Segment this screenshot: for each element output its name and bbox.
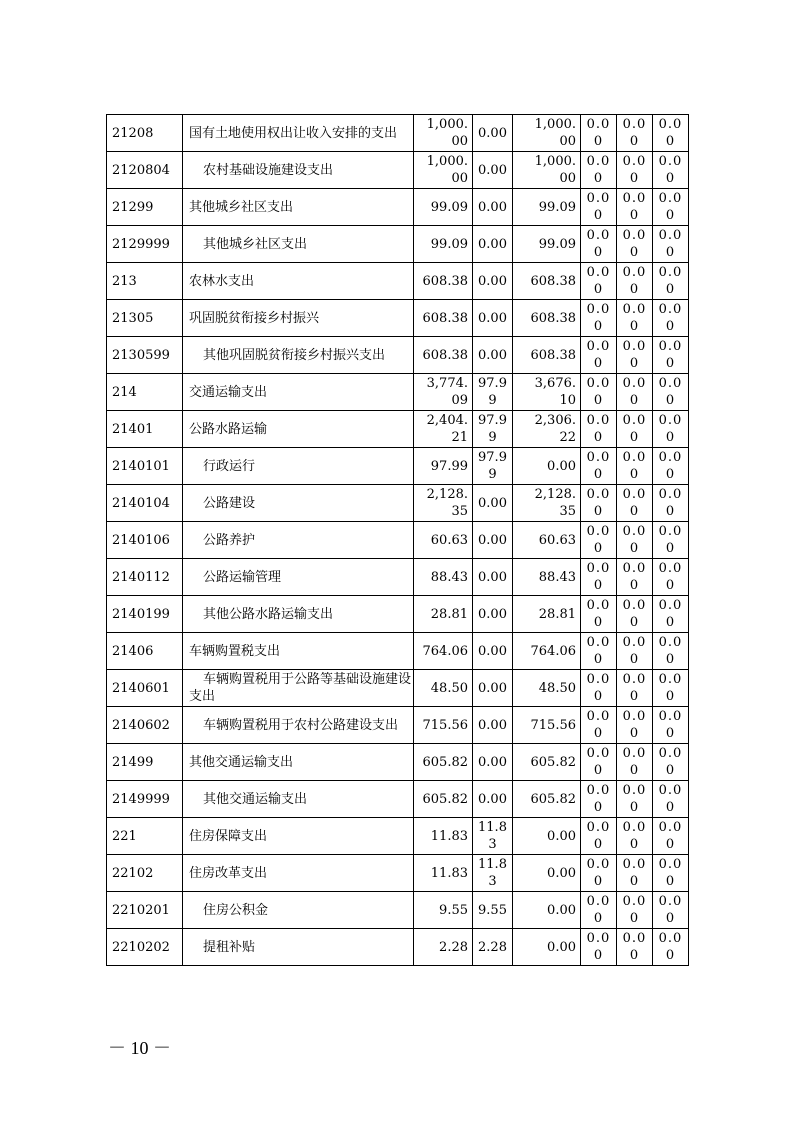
amount-cell: 0.0 0	[581, 781, 617, 818]
table-row	[107, 855, 689, 892]
table-row	[107, 559, 689, 596]
table-row	[107, 633, 689, 670]
total-amount-cell: 60.63	[414, 522, 473, 559]
subject-name-cell: 农村基础设施建设支出	[183, 152, 414, 189]
total-amount-cell: 28.81	[414, 596, 473, 633]
amount-cell: 0.0 0	[653, 300, 689, 337]
basic-expenditure-cell: 0.00	[473, 226, 513, 263]
project-expenditure-cell: 0.00	[513, 929, 581, 966]
project-expenditure-cell: 2,306. 22	[513, 411, 581, 448]
subject-name-cell: 公路运输管理	[183, 559, 414, 596]
table-row	[107, 263, 689, 300]
basic-expenditure-cell: 97.9 9	[473, 411, 513, 448]
amount-cell: 0.0 0	[581, 818, 617, 855]
project-expenditure-cell: 3,676. 10	[513, 374, 581, 411]
subject-code-cell: 214	[107, 374, 183, 411]
amount-cell: 0.0 0	[617, 596, 653, 633]
amount-cell: 0.0 0	[653, 522, 689, 559]
project-expenditure-cell: 88.43	[513, 559, 581, 596]
budget-expenditure-table	[106, 114, 689, 966]
table-row	[107, 411, 689, 448]
basic-expenditure-cell: 0.00	[473, 522, 513, 559]
basic-expenditure-cell: 97.9 9	[473, 448, 513, 485]
project-expenditure-cell: 608.38	[513, 263, 581, 300]
total-amount-cell: 715.56	[414, 707, 473, 744]
table-row	[107, 522, 689, 559]
table-row	[107, 226, 689, 263]
total-amount-cell: 2.28	[414, 929, 473, 966]
subject-name-cell: 农林水支出	[183, 263, 414, 300]
amount-cell: 0.0 0	[653, 263, 689, 300]
amount-cell: 0.0 0	[617, 263, 653, 300]
amount-cell: 0.0 0	[617, 337, 653, 374]
total-amount-cell: 764.06	[414, 633, 473, 670]
page-number: － 10 －	[108, 1038, 171, 1058]
subject-code-cell: 2140601	[107, 670, 183, 707]
basic-expenditure-cell: 11.8 3	[473, 818, 513, 855]
basic-expenditure-cell: 0.00	[473, 781, 513, 818]
subject-code-cell: 2140199	[107, 596, 183, 633]
subject-name-cell: 车辆购置税用于公路等基础设施建设支出	[183, 670, 414, 707]
amount-cell: 0.0 0	[617, 781, 653, 818]
amount-cell: 0.0 0	[581, 892, 617, 929]
subject-name-cell: 国有土地使用权出让收入安排的支出	[183, 115, 414, 152]
total-amount-cell: 608.38	[414, 263, 473, 300]
basic-expenditure-cell: 2.28	[473, 929, 513, 966]
amount-cell: 0.0 0	[653, 633, 689, 670]
amount-cell: 0.0 0	[653, 744, 689, 781]
amount-cell: 0.0 0	[653, 892, 689, 929]
amount-cell: 0.0 0	[617, 633, 653, 670]
subject-name-cell: 提租补贴	[183, 929, 414, 966]
total-amount-cell: 88.43	[414, 559, 473, 596]
project-expenditure-cell: 28.81	[513, 596, 581, 633]
subject-name-cell: 车辆购置税支出	[183, 633, 414, 670]
amount-cell: 0.0 0	[581, 263, 617, 300]
subject-code-cell: 2130599	[107, 337, 183, 374]
subject-name-cell: 车辆购置税用于农村公路建设支出	[183, 707, 414, 744]
project-expenditure-cell: 0.00	[513, 448, 581, 485]
amount-cell: 0.0 0	[653, 189, 689, 226]
basic-expenditure-cell: 0.00	[473, 115, 513, 152]
amount-cell: 0.0 0	[617, 374, 653, 411]
subject-code-cell: 21208	[107, 115, 183, 152]
basic-expenditure-cell: 0.00	[473, 189, 513, 226]
basic-expenditure-cell: 0.00	[473, 300, 513, 337]
project-expenditure-cell: 0.00	[513, 855, 581, 892]
project-expenditure-cell: 99.09	[513, 226, 581, 263]
total-amount-cell: 608.38	[414, 337, 473, 374]
amount-cell: 0.0 0	[617, 670, 653, 707]
basic-expenditure-cell: 0.00	[473, 337, 513, 374]
basic-expenditure-cell: 97.9 9	[473, 374, 513, 411]
table-row	[107, 115, 689, 152]
amount-cell: 0.0 0	[581, 152, 617, 189]
amount-cell: 0.0 0	[653, 448, 689, 485]
table-body	[107, 115, 689, 966]
subject-code-cell: 22102	[107, 855, 183, 892]
subject-name-cell: 其他交通运输支出	[183, 781, 414, 818]
amount-cell: 0.0 0	[617, 818, 653, 855]
subject-name-cell: 其他城乡社区支出	[183, 226, 414, 263]
total-amount-cell: 11.83	[414, 818, 473, 855]
subject-name-cell: 住房改革支出	[183, 855, 414, 892]
amount-cell: 0.0 0	[617, 559, 653, 596]
basic-expenditure-cell: 0.00	[473, 263, 513, 300]
project-expenditure-cell: 1,000. 00	[513, 115, 581, 152]
amount-cell: 0.0 0	[617, 892, 653, 929]
amount-cell: 0.0 0	[617, 189, 653, 226]
amount-cell: 0.0 0	[581, 670, 617, 707]
amount-cell: 0.0 0	[581, 226, 617, 263]
subject-code-cell: 2120804	[107, 152, 183, 189]
basic-expenditure-cell: 0.00	[473, 559, 513, 596]
total-amount-cell: 11.83	[414, 855, 473, 892]
amount-cell: 0.0 0	[653, 115, 689, 152]
table-row	[107, 707, 689, 744]
project-expenditure-cell: 0.00	[513, 892, 581, 929]
total-amount-cell: 608.38	[414, 300, 473, 337]
amount-cell: 0.0 0	[653, 855, 689, 892]
amount-cell: 0.0 0	[653, 374, 689, 411]
amount-cell: 0.0 0	[581, 744, 617, 781]
subject-code-cell: 221	[107, 818, 183, 855]
project-expenditure-cell: 605.82	[513, 744, 581, 781]
basic-expenditure-cell: 0.00	[473, 633, 513, 670]
amount-cell: 0.0 0	[581, 929, 617, 966]
amount-cell: 0.0 0	[653, 559, 689, 596]
basic-expenditure-cell: 0.00	[473, 596, 513, 633]
amount-cell: 0.0 0	[617, 411, 653, 448]
project-expenditure-cell: 764.06	[513, 633, 581, 670]
subject-code-cell: 2129999	[107, 226, 183, 263]
amount-cell: 0.0 0	[581, 448, 617, 485]
subject-name-cell: 其他公路水路运输支出	[183, 596, 414, 633]
amount-cell: 0.0 0	[581, 337, 617, 374]
total-amount-cell: 2,128. 35	[414, 485, 473, 522]
subject-code-cell: 213	[107, 263, 183, 300]
amount-cell: 0.0 0	[617, 929, 653, 966]
subject-code-cell: 21401	[107, 411, 183, 448]
amount-cell: 0.0 0	[581, 596, 617, 633]
table-row	[107, 300, 689, 337]
subject-code-cell: 21499	[107, 744, 183, 781]
total-amount-cell: 2,404. 21	[414, 411, 473, 448]
subject-code-cell: 21406	[107, 633, 183, 670]
amount-cell: 0.0 0	[581, 374, 617, 411]
subject-name-cell: 巩固脱贫衔接乡村振兴	[183, 300, 414, 337]
table-row	[107, 374, 689, 411]
table-row	[107, 337, 689, 374]
amount-cell: 0.0 0	[617, 152, 653, 189]
total-amount-cell: 605.82	[414, 744, 473, 781]
subject-name-cell: 其他交通运输支出	[183, 744, 414, 781]
table-row	[107, 485, 689, 522]
table-row	[107, 152, 689, 189]
amount-cell: 0.0 0	[581, 411, 617, 448]
amount-cell: 0.0 0	[653, 152, 689, 189]
project-expenditure-cell: 608.38	[513, 337, 581, 374]
subject-code-cell: 2210202	[107, 929, 183, 966]
subject-code-cell: 2140112	[107, 559, 183, 596]
subject-code-cell: 2149999	[107, 781, 183, 818]
basic-expenditure-cell: 11.8 3	[473, 855, 513, 892]
subject-name-cell: 公路养护	[183, 522, 414, 559]
amount-cell: 0.0 0	[581, 633, 617, 670]
subject-code-cell: 21299	[107, 189, 183, 226]
project-expenditure-cell: 605.82	[513, 781, 581, 818]
table-row	[107, 670, 689, 707]
amount-cell: 0.0 0	[617, 300, 653, 337]
subject-code-cell: 2140602	[107, 707, 183, 744]
total-amount-cell: 97.99	[414, 448, 473, 485]
subject-name-cell: 交通运输支出	[183, 374, 414, 411]
total-amount-cell: 3,774. 09	[414, 374, 473, 411]
table-row	[107, 818, 689, 855]
subject-name-cell: 住房保障支出	[183, 818, 414, 855]
subject-code-cell: 2140106	[107, 522, 183, 559]
subject-code-cell: 2140101	[107, 448, 183, 485]
basic-expenditure-cell: 9.55	[473, 892, 513, 929]
total-amount-cell: 605.82	[414, 781, 473, 818]
basic-expenditure-cell: 0.00	[473, 670, 513, 707]
subject-name-cell: 公路建设	[183, 485, 414, 522]
amount-cell: 0.0 0	[653, 707, 689, 744]
amount-cell: 0.0 0	[653, 781, 689, 818]
total-amount-cell: 48.50	[414, 670, 473, 707]
amount-cell: 0.0 0	[581, 485, 617, 522]
amount-cell: 0.0 0	[581, 189, 617, 226]
project-expenditure-cell: 0.00	[513, 818, 581, 855]
amount-cell: 0.0 0	[581, 707, 617, 744]
amount-cell: 0.0 0	[581, 115, 617, 152]
project-expenditure-cell: 1,000. 00	[513, 152, 581, 189]
amount-cell: 0.0 0	[653, 818, 689, 855]
amount-cell: 0.0 0	[581, 855, 617, 892]
table-row	[107, 744, 689, 781]
table-row	[107, 189, 689, 226]
project-expenditure-cell: 608.38	[513, 300, 581, 337]
amount-cell: 0.0 0	[653, 596, 689, 633]
total-amount-cell: 99.09	[414, 226, 473, 263]
total-amount-cell: 99.09	[414, 189, 473, 226]
basic-expenditure-cell: 0.00	[473, 152, 513, 189]
subject-name-cell: 行政运行	[183, 448, 414, 485]
total-amount-cell: 1,000. 00	[414, 115, 473, 152]
amount-cell: 0.0 0	[581, 522, 617, 559]
basic-expenditure-cell: 0.00	[473, 707, 513, 744]
amount-cell: 0.0 0	[617, 707, 653, 744]
project-expenditure-cell: 2,128. 35	[513, 485, 581, 522]
amount-cell: 0.0 0	[653, 485, 689, 522]
amount-cell: 0.0 0	[617, 522, 653, 559]
amount-cell: 0.0 0	[653, 929, 689, 966]
subject-code-cell: 2140104	[107, 485, 183, 522]
subject-name-cell: 其他巩固脱贫衔接乡村振兴支出	[183, 337, 414, 374]
project-expenditure-cell: 60.63	[513, 522, 581, 559]
amount-cell: 0.0 0	[581, 559, 617, 596]
project-expenditure-cell: 715.56	[513, 707, 581, 744]
subject-name-cell: 公路水路运输	[183, 411, 414, 448]
amount-cell: 0.0 0	[653, 411, 689, 448]
project-expenditure-cell: 48.50	[513, 670, 581, 707]
subject-name-cell: 其他城乡社区支出	[183, 189, 414, 226]
amount-cell: 0.0 0	[653, 337, 689, 374]
amount-cell: 0.0 0	[617, 448, 653, 485]
basic-expenditure-cell: 0.00	[473, 744, 513, 781]
amount-cell: 0.0 0	[653, 670, 689, 707]
table-row	[107, 892, 689, 929]
total-amount-cell: 1,000. 00	[414, 152, 473, 189]
amount-cell: 0.0 0	[617, 855, 653, 892]
subject-name-cell: 住房公积金	[183, 892, 414, 929]
amount-cell: 0.0 0	[617, 115, 653, 152]
amount-cell: 0.0 0	[617, 485, 653, 522]
amount-cell: 0.0 0	[617, 744, 653, 781]
table-row	[107, 781, 689, 818]
amount-cell: 0.0 0	[581, 300, 617, 337]
project-expenditure-cell: 99.09	[513, 189, 581, 226]
subject-code-cell: 21305	[107, 300, 183, 337]
table-row	[107, 929, 689, 966]
subject-code-cell: 2210201	[107, 892, 183, 929]
table-row	[107, 448, 689, 485]
total-amount-cell: 9.55	[414, 892, 473, 929]
table-row	[107, 596, 689, 633]
amount-cell: 0.0 0	[617, 226, 653, 263]
amount-cell: 0.0 0	[653, 226, 689, 263]
basic-expenditure-cell: 0.00	[473, 485, 513, 522]
